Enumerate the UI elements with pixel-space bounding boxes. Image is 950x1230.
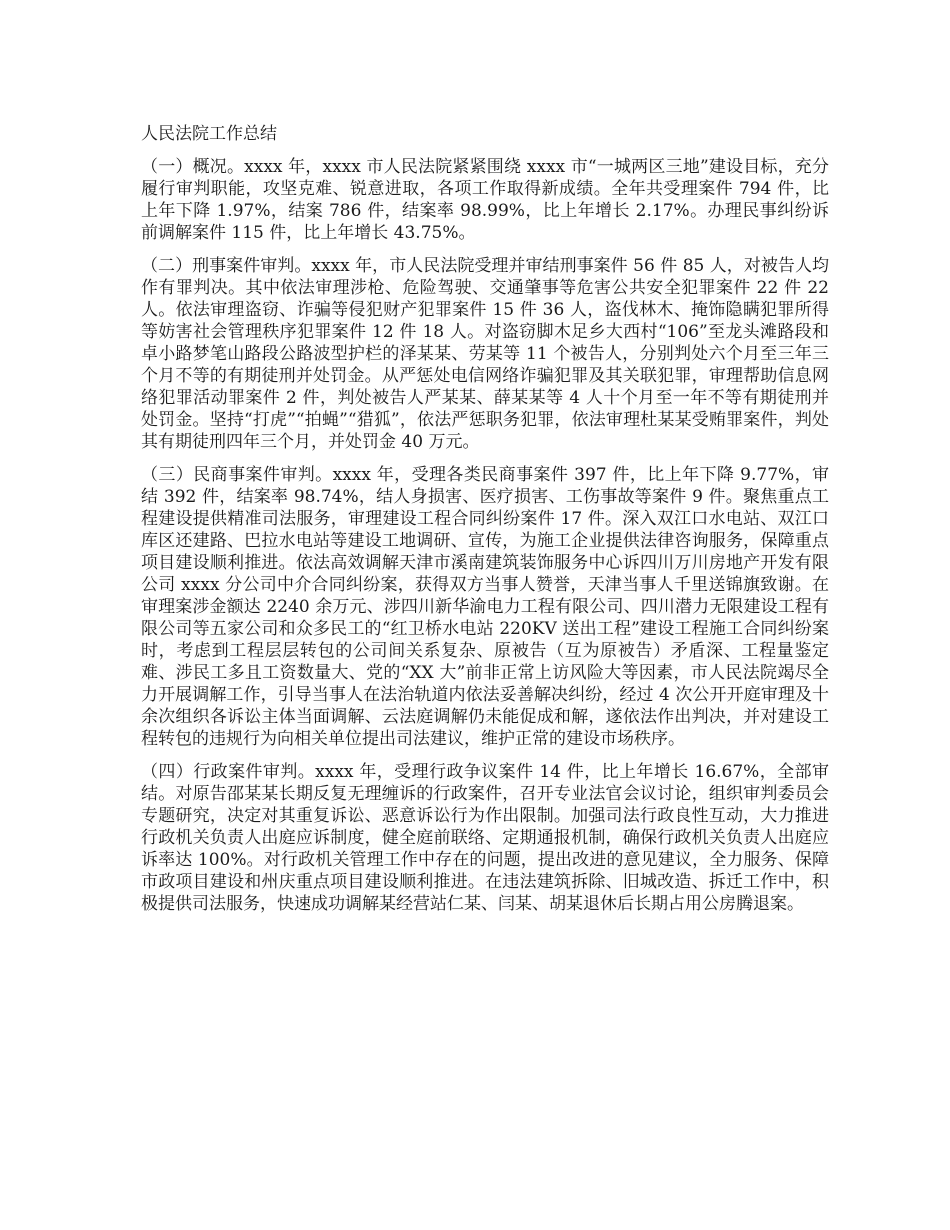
- paragraph-overview: （一）概况。xxxx 年，xxxx 市人民法院紧紧围绕 xxxx 市“一城两区三地”建设目标，充分履行审判职能，攻坚克难、锐意进取，各项工作取得新成绩。全年共受理案件 794 件，比上年下降 1.97%，结案 786 件，结案率 98.99%，比上年增长 2.17%。办理民事纠纷诉前调解案件 115 件，比上年增长 43.75%。: [141, 157, 829, 243]
- document-title: 人民法院工作总结: [141, 124, 277, 144]
- document-page: [141, 123, 829, 926]
- paragraph-criminal-cases: （二）刑事案件审判。xxxx 年，市人民法院受理并审结刑事案件 56 件 85 人，对被告人均作有罪判决。其中依法审理涉枪、危险驾驶、交通肇事等危害公共安全犯罪案件 22 件 22 人。依法审理盗窃、诈骗等侵犯财产犯罪案件 15 件 36 人，盗伐林木、掩饰隐瞒犯罪所得等妨害社会管理秩序犯罪案件 12 件 18 人。对盗窃脚木足乡大西村“106”至龙头滩路段和卓小路梦笔山路段公路波型护栏的泽某某、劳某等 11 个被告人，分别判处六个月至三年三个月不等的有期徒刑并处罚金。从严惩处电信网络诈骗犯罪及其关联犯罪，审理帮助信息网络犯罪活动罪案件 2 件，判处被告人严某某、薛某某等 4 人十个月至一年不等有期徒刑并处罚金。坚持“打虎”“拍蝇”“猎狐”，依法严惩职务犯罪，依法审理杜某某受贿罪案件，判处其有期徒刑四年三个月，并处罚金 40 万元。: [141, 256, 829, 452]
- paragraph-civil-commercial-cases: （三）民商事案件审判。xxxx 年，受理各类民商事案件 397 件，比上年下降 9.77%，审结 392 件，结案率 98.74%，结人身损害、医疗损害、工伤事故等案件 9 件。聚焦重点工程建设提供精准司法服务，审理建设工程合同纠纷案件 17 件。深入双江口水电站、双江口库区还建路、巴拉水电站等建设工地调研、宣传，为施工企业提供法律咨询服务，保障重点项目建设顺利推进。依法高效调解天津市溪南建筑装饰服务中心诉四川万川房地产开发有限公司 xxxx 分公司中介合同纠纷案，获得双方当事人赞誉，天津当事人千里送锦旗致谢。在审理案涉金额达 2240 余万元、涉四川新华渝电力工程有限公司、四川潜力无限建设工程有限公司等五家公司和众多民工的“红卫桥水电站 220KV 送出工程”建设工程施工合同纠纷案时，考虑到工程层层转包的公司间关系复杂、原被告（互为原被告）矛盾深、工程量鉴定难、涉民工多且工资数量大、党的“XX 大”前非正常上访风险大等因素，市人民法院竭尽全力开展调解工作，引导当事人在法治轨道内依法妥善解决纠纷，经过 4 次公开开庭审理及十余次组织各诉讼主体当面调解、云法庭调解仍未能促成和解，遂依法作出判决，并对建设工程转包的违规行为向相关单位提出司法建议，维护正常的建设市场秩序。: [141, 465, 829, 749]
- paragraph-administrative-cases: （四）行政案件审判。xxxx 年，受理行政争议案件 14 件，比上年增长 16.67%，全部审结。对原告邵某某长期反复无理缠诉的行政案件，召开专业法官会议讨论，组织审判委员会专题研究，决定对其重复诉讼、恶意诉讼行为作出限制。加强司法行政良性互动，大力推进行政机关负责人出庭应诉制度，健全庭前联络、定期通报机制，确保行政机关负责人出庭应诉率达 100%。对行政机关管理工作中存在的问题，提出改进的意见建议，全力服务、保障市政项目建设和州庆重点项目建设顺利推进。在违法建筑拆除、旧城改造、拆迁工作中，积极提供司法服务，快速成功调解某经营站仁某、闫某、胡某退休后长期占用公房腾退案。: [141, 762, 829, 914]
